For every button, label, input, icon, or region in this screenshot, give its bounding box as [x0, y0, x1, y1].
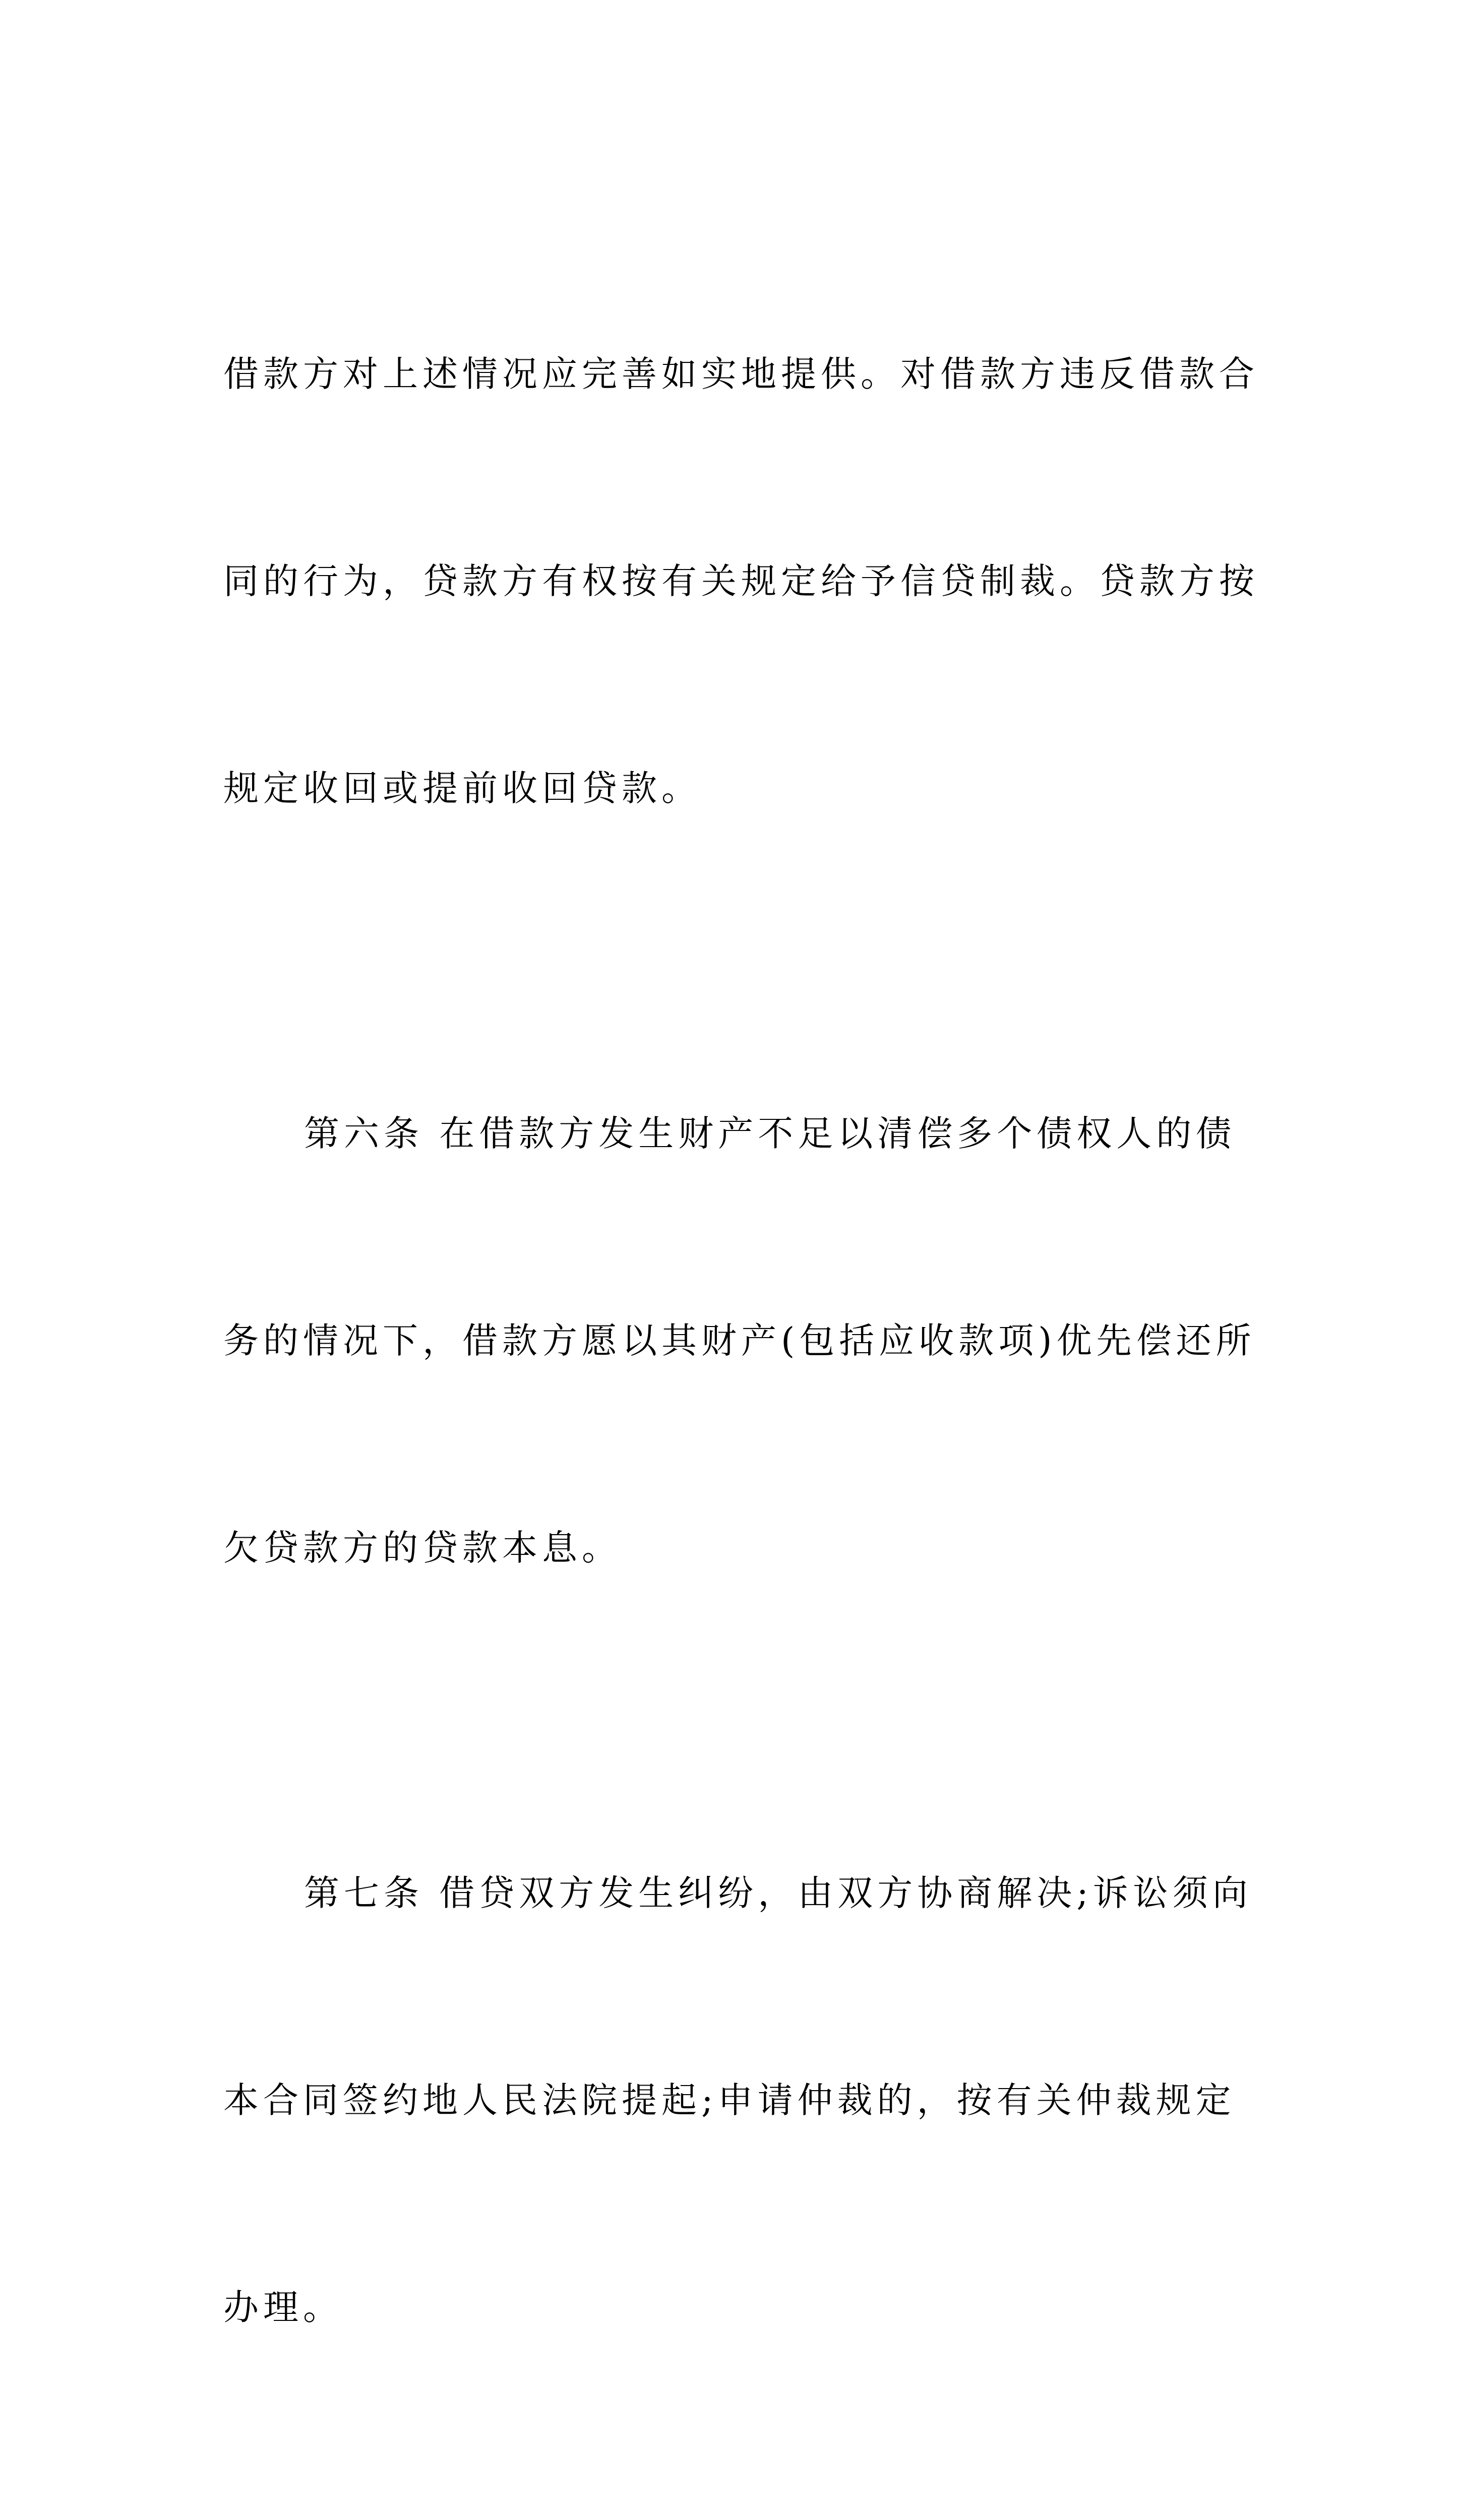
paragraph-continuation — [223, 202, 1259, 961]
article-8 — [223, 2480, 1247, 2520]
text-line: 办理。 — [223, 2287, 343, 2328]
text-line: 同的行为，贷款方有权按有关规定给予信贷制裁。贷款方按 — [223, 560, 1259, 602]
text-line: 务的情况下，借款方愿以其财产(包括应收款项)优先偿还所 — [223, 1320, 1256, 1361]
article-7 — [223, 1721, 1252, 2480]
text-line: 第六条 在借款方发生财产不足以清偿多个债权人的债 — [304, 1113, 1236, 1154]
text-line: 规定收回或提前收回贷款。 — [223, 768, 701, 809]
text-line: 借款方对上述情况应完善如实地提供。对借款方违反借款合 — [223, 353, 1259, 395]
text-line: 欠贷款方的贷款本息。 — [223, 1527, 622, 1568]
article-6 — [223, 961, 1256, 1721]
text-line: 第七条 借贷双方发生纠纷，由双方协商解决;诉讼须向 — [304, 1872, 1252, 1914]
document-page — [223, 202, 1259, 2520]
text-line: 本合同签约地人民法院提起;申请仲裁的，按有关仲裁规定 — [223, 2080, 1236, 2121]
